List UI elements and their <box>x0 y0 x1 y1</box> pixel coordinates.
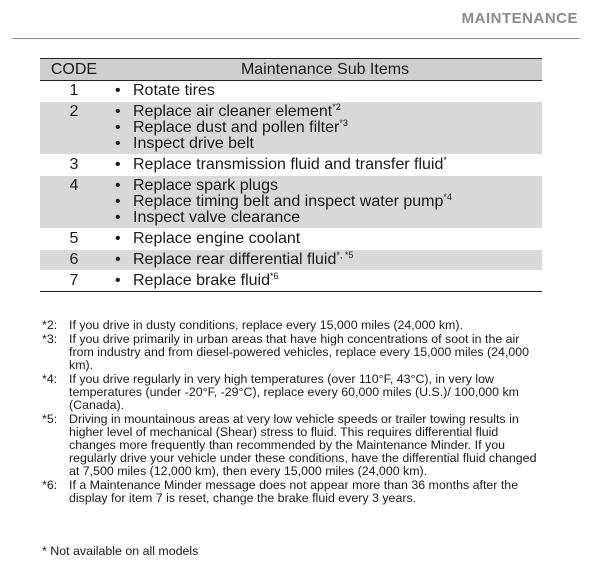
bullet-icon: • <box>115 177 121 194</box>
footnote-key: *4: <box>42 372 58 386</box>
column-header-code: CODE <box>40 59 108 81</box>
sub-items-list <box>108 83 542 99</box>
bullet-icon: • <box>115 156 121 173</box>
list-item <box>115 157 542 173</box>
sub-item-text: Replace engine coolant <box>133 230 301 247</box>
footnote-ref: * <box>443 155 447 165</box>
sub-items-cell <box>108 271 542 292</box>
sub-item-text: Replace transmission fluid and transfer fluid <box>133 156 444 173</box>
footnote-key: *3: <box>42 332 58 346</box>
sub-item-text: Replace rear differential fluid <box>133 251 337 268</box>
table-row <box>40 250 542 271</box>
availability-note: * Not available on all models <box>42 544 199 558</box>
code-cell: 7 <box>40 271 108 292</box>
table-row <box>40 155 542 176</box>
footnote <box>42 373 547 412</box>
list-item <box>115 83 542 99</box>
table-header-row <box>40 59 542 81</box>
column-header-items: Maintenance Sub Items <box>108 59 542 81</box>
sub-item-text: Rotate tires <box>133 82 215 99</box>
bullet-icon: • <box>115 230 121 247</box>
footnote-text: If a Maintenance Minder message does not appear more than 36 months after the display for item 7 is reset, change the brake fluid every 3 years. <box>69 478 519 505</box>
table-body <box>40 81 542 292</box>
list-item <box>115 136 542 152</box>
footnotes <box>42 319 547 506</box>
footnote-ref: *2 <box>332 102 341 112</box>
footnote-ref: *3 <box>339 118 348 128</box>
footnote <box>42 319 547 332</box>
footnote-text: If you drive regularly in very high temperatures (over 110°F, 43°C), in very low temperatures (under -20°F, -29°C), replace every 60,000 miles (U.S.)/ 100,000 km (Canada). <box>69 372 519 412</box>
table-row <box>40 81 542 102</box>
sub-items-list <box>108 104 542 152</box>
footnote-text: If you drive in dusty conditions, replace every 15,000 miles (24,000 km). <box>69 318 463 332</box>
footnote-ref: *, *5 <box>336 250 354 260</box>
footnote <box>42 413 547 478</box>
bullet-icon: • <box>115 103 121 120</box>
sub-item-text: Inspect valve clearance <box>133 209 301 226</box>
table-row <box>40 271 542 292</box>
footnote <box>42 479 547 505</box>
section-header: MAINTENANCE <box>461 10 578 27</box>
list-item <box>115 104 542 120</box>
list-item <box>115 194 542 210</box>
bullet-icon: • <box>115 209 121 226</box>
code-cell: 1 <box>40 81 108 102</box>
list-item <box>115 210 542 226</box>
sub-items-cell <box>108 229 542 250</box>
list-item <box>115 231 542 247</box>
sub-item-text: Inspect drive belt <box>133 135 254 152</box>
bullet-icon: • <box>115 251 121 268</box>
footnote-text: Driving in mountainous areas at very low vehicle speeds or trailer towing results in higher level of mechanical (Shear) stress to fluid. This requires differential fluid changes more frequently than recommended by the Maintenance Minder. If you regularly drive your vehicle under these conditions, have the differential fluid changed at 7,500 miles (12,000 km), then every 15,000 miles (24,000 km). <box>69 412 537 478</box>
bullet-icon: • <box>115 82 121 99</box>
code-cell: 5 <box>40 229 108 250</box>
sub-items-list <box>108 231 542 247</box>
code-cell: 2 <box>40 102 108 155</box>
footnote-key: *5: <box>42 412 58 426</box>
list-item <box>115 178 542 194</box>
code-cell: 3 <box>40 155 108 176</box>
bullet-icon: • <box>115 272 121 289</box>
table-row <box>40 102 542 155</box>
sub-item-text: Replace timing belt and inspect water pump <box>133 193 444 210</box>
footnote-key: *6: <box>42 478 58 492</box>
table-row <box>40 176 542 229</box>
sub-items-cell <box>108 155 542 176</box>
sub-items-list <box>108 157 542 173</box>
footnote-text: If you drive primarily in urban areas that have high concentrations of soot in the air from industry and from diesel-powered vehicles, replace every 15,000 miles (24,000 km). <box>69 332 530 372</box>
maintenance-table <box>40 58 542 292</box>
sub-items-cell <box>108 176 542 229</box>
table-row <box>40 229 542 250</box>
sub-items-list <box>108 252 542 268</box>
sub-item-text: Replace dust and pollen filter <box>133 119 340 136</box>
list-item <box>115 252 542 268</box>
footnote-key: *2: <box>42 318 58 332</box>
sub-items-cell <box>108 102 542 155</box>
sub-items-list <box>108 178 542 226</box>
list-item <box>115 273 542 289</box>
footnote-ref: *6 <box>269 271 279 281</box>
bullet-icon: • <box>115 135 121 152</box>
sub-items-cell <box>108 81 542 102</box>
footnote <box>42 333 547 372</box>
header-rule <box>12 38 580 39</box>
code-cell: 4 <box>40 176 108 229</box>
footnote-ref: *4 <box>443 192 452 202</box>
list-item <box>115 120 542 136</box>
sub-items-cell <box>108 250 542 271</box>
code-cell: 6 <box>40 250 108 271</box>
sub-items-list <box>108 273 542 289</box>
sub-item-text: Replace spark plugs <box>133 177 278 194</box>
sub-item-text: Replace brake fluid <box>133 272 270 289</box>
bullet-icon: • <box>115 119 121 136</box>
sub-item-text: Replace air cleaner element <box>133 103 333 120</box>
bullet-icon: • <box>115 193 121 210</box>
